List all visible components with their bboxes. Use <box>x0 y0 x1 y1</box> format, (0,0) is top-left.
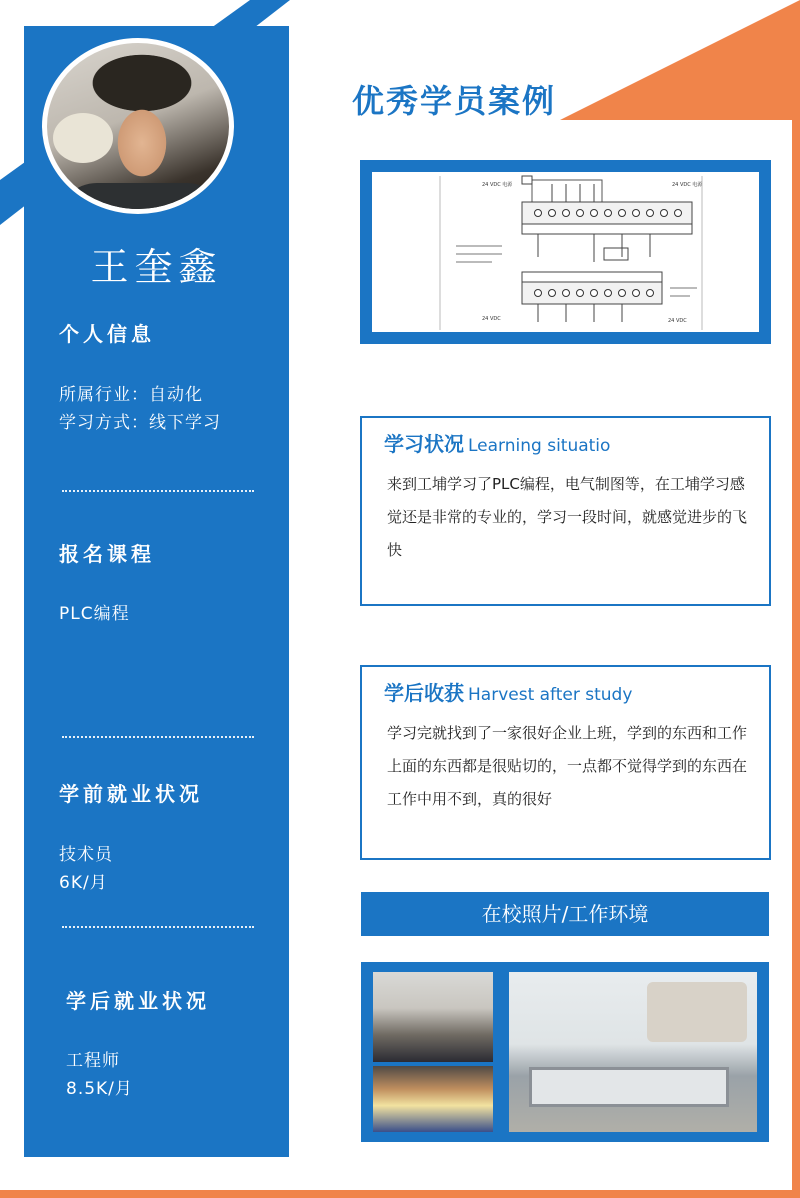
section-divider <box>62 490 254 492</box>
personal-info-title: 个人信息 <box>59 322 155 346</box>
harvest-text: 学习完就找到了一家很好企业上班，学到的东西和工作上面的东西都是很贴切的，一点都不觉得学到的东西在工作中用不到，真的很好 <box>387 724 748 808</box>
section-divider <box>62 926 254 928</box>
diagram-label: 24 VDC 电源 <box>672 182 703 188</box>
industry-text: 所属行业：自动化 <box>59 385 203 405</box>
post-position: 工程师 <box>66 1051 120 1071</box>
post-employment-title: 学后就业状况 <box>66 989 210 1013</box>
world-map-decoration <box>647 982 747 1042</box>
office-photo <box>509 972 757 1132</box>
harvest-title-zh: 学后收获 <box>384 681 464 705</box>
pre-employment-title: 学前就业状况 <box>59 782 203 806</box>
post-salary: 8.5K/月 <box>66 1079 133 1099</box>
student-name: 王奎鑫 <box>90 245 223 289</box>
learning-text: 来到工埔学习了PLC编程，电气制图等，在工埔学习感觉还是非常的专业的，学习一段时间，就感觉进步的飞快 <box>387 475 748 559</box>
harvest-card <box>360 665 771 860</box>
plc-wiring-diagram <box>360 160 771 344</box>
page-title: 优秀学员案例 <box>352 82 557 120</box>
diagram-label: 24 VDC <box>668 318 687 324</box>
course-value: PLC编程 <box>59 604 130 624</box>
orange-bottom-border <box>0 1190 800 1198</box>
diagram-label: 24 VDC <box>482 316 501 322</box>
learning-card-title <box>384 428 610 457</box>
pre-salary: 6K/月 <box>59 873 108 893</box>
harvest-title-en: Harvest after study <box>468 685 633 705</box>
orange-corner-decoration <box>560 0 800 120</box>
student-avatar <box>42 38 234 214</box>
photos-gallery <box>361 962 769 1142</box>
office-desk <box>529 1067 729 1107</box>
photos-section-title: 在校照片/工作环境 <box>361 892 769 936</box>
learning-situation-card <box>360 416 771 606</box>
learning-title-en: Learning situatio <box>468 436 611 456</box>
classroom-photo <box>373 972 493 1062</box>
students-photo <box>373 1066 493 1132</box>
course-title: 报名课程 <box>59 542 155 566</box>
orange-right-border <box>792 118 800 1198</box>
pre-position: 技术员 <box>59 845 113 865</box>
wiring-diagram-image <box>372 172 759 332</box>
learning-title-zh: 学习状况 <box>384 432 464 456</box>
study-mode-text: 学习方式：线下学习 <box>59 413 221 433</box>
harvest-card-title <box>384 677 632 706</box>
diagram-label: 24 VDC 电源 <box>482 182 513 188</box>
section-divider <box>62 736 254 738</box>
